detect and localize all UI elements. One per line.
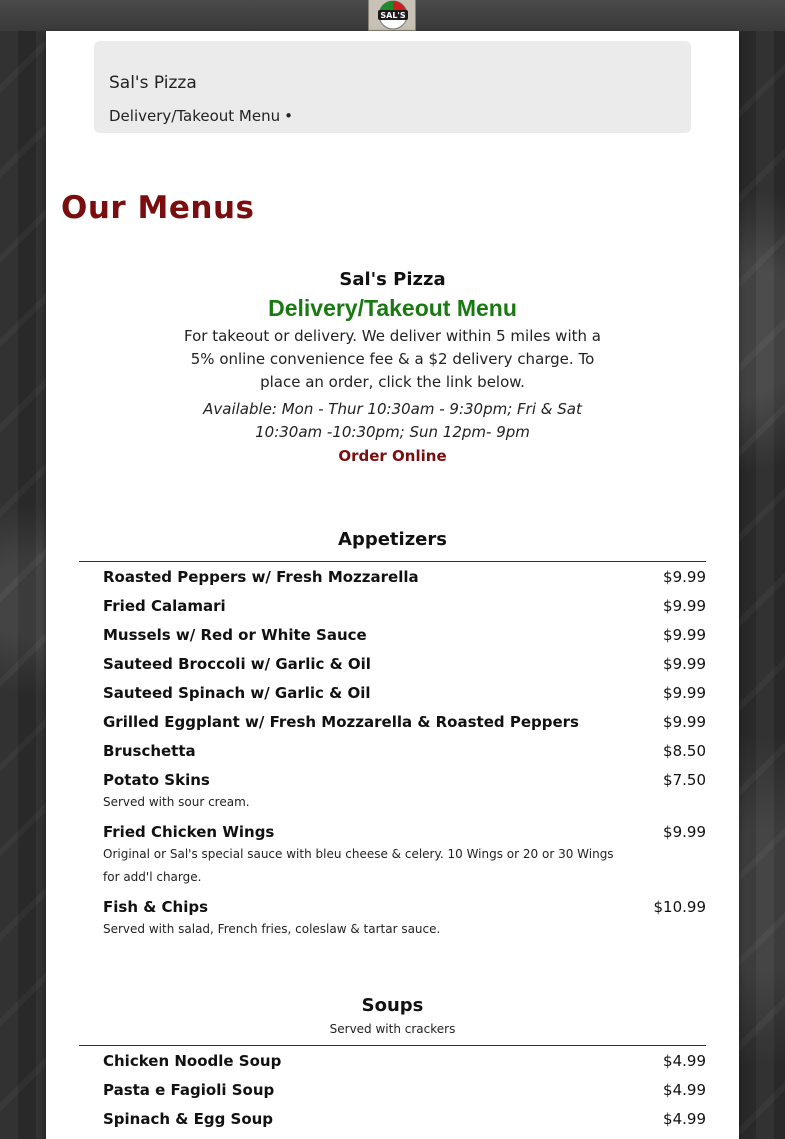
menu-item-price: $10.99	[653, 898, 706, 916]
menu-item-description: Original or Sal's special sauce with bleu cheese & celery. 10 Wings or 20 or 30 Wings for add'l charge.	[103, 847, 614, 884]
section-subtitle: Served with crackers	[329, 1022, 456, 1036]
menu-item-name: Fried Chicken Wings	[103, 823, 275, 841]
section-title: Appetizers	[338, 529, 447, 550]
menu-item-name: Chicken Noodle Soup	[103, 1052, 282, 1070]
menu-item	[79, 766, 706, 814]
menu-item-description: Served with salad, French fries, coleslaw & tartar sauce.	[103, 922, 441, 936]
menu-item	[79, 818, 706, 889]
menu-item-price: $4.99	[663, 1052, 706, 1070]
menu-item-name: Fried Calamari	[103, 597, 226, 615]
section-title: Soups	[361, 995, 424, 1016]
content-page	[46, 31, 739, 1139]
menu-item-price: $4.99	[663, 1110, 706, 1128]
menu-item-name: Roasted Peppers w/ Fresh Mozzarella	[103, 568, 419, 586]
section-appetizers	[79, 526, 706, 945]
menu-item-name: Grilled Eggplant w/ Fresh Mozzarella & Roasted Peppers	[103, 713, 579, 731]
breadcrumb-current	[109, 107, 293, 125]
menu-item-price: $9.99	[663, 713, 706, 731]
menu-item-name: Spinach & Egg Soup	[103, 1110, 274, 1128]
menu-item-price: $7.50	[663, 771, 706, 789]
sals-pizza-logo[interactable]	[368, 0, 416, 31]
menu-item-name: Sauteed Broccoli w/ Garlic & Oil	[103, 655, 371, 673]
breadcrumb-current-label[interactable]: Delivery/Takeout Menu	[109, 107, 281, 125]
breadcrumb-restaurant-link[interactable]: Sal's Pizza	[109, 73, 197, 93]
menu-item-name: Fish & Chips	[103, 898, 209, 916]
menu-restaurant-name: Sal's Pizza	[339, 269, 446, 290]
menu-description: For takeout or delivery. We deliver within 5 miles with a 5% online convenience fee & a $2 delivery charge. To place an order, click the link below.	[184, 327, 601, 391]
menu-item-price: $9.99	[663, 823, 706, 841]
menu-hours: Available: Mon - Thur 10:30am - 9:30pm; Fri & Sat 10:30am -10:30pm; Sun 12pm- 9pm	[203, 400, 582, 441]
menu-item-price: $9.99	[663, 597, 706, 615]
section-divider	[79, 1045, 706, 1046]
menu-item-price: $4.99	[663, 1081, 706, 1099]
menu-item-price: $8.50	[663, 742, 706, 760]
menu-header	[46, 266, 739, 465]
menu-item-price: $9.99	[663, 626, 706, 644]
section-divider	[79, 561, 706, 562]
menu-item-price: $9.99	[663, 655, 706, 673]
menu-item	[79, 893, 706, 941]
menu-item-name: Potato Skins	[103, 771, 210, 789]
order-online-link[interactable]: Order Online	[338, 447, 447, 465]
menu-title: Delivery/Takeout Menu	[268, 295, 517, 321]
breadcrumb	[94, 41, 691, 133]
menu-item	[79, 592, 706, 621]
logo-text: SAL'S	[380, 11, 406, 20]
menu-item-price: $9.99	[663, 568, 706, 586]
menu-item-price: $9.99	[663, 684, 706, 702]
menu-item	[79, 650, 706, 679]
menu-item	[79, 1105, 706, 1134]
menu-item-name: Sauteed Spinach w/ Garlic & Oil	[103, 684, 371, 702]
menu-item-name: Mussels w/ Red or White Sauce	[103, 626, 367, 644]
section-soups	[79, 992, 706, 1134]
menu-item-name: Bruschetta	[103, 742, 196, 760]
menu-item-description: Served with sour cream.	[103, 795, 250, 809]
logo-emblem-icon	[369, 0, 416, 31]
menu-item	[79, 563, 706, 592]
menu-item	[79, 679, 706, 708]
menu-item	[79, 737, 706, 766]
menu-item	[79, 1047, 706, 1076]
page-title: Our Menus	[61, 190, 255, 226]
menu-item	[79, 621, 706, 650]
menu-item-name: Pasta e Fagioli Soup	[103, 1081, 275, 1099]
breadcrumb-separator: •	[284, 107, 293, 125]
menu-item	[79, 708, 706, 737]
menu-item	[79, 1076, 706, 1105]
